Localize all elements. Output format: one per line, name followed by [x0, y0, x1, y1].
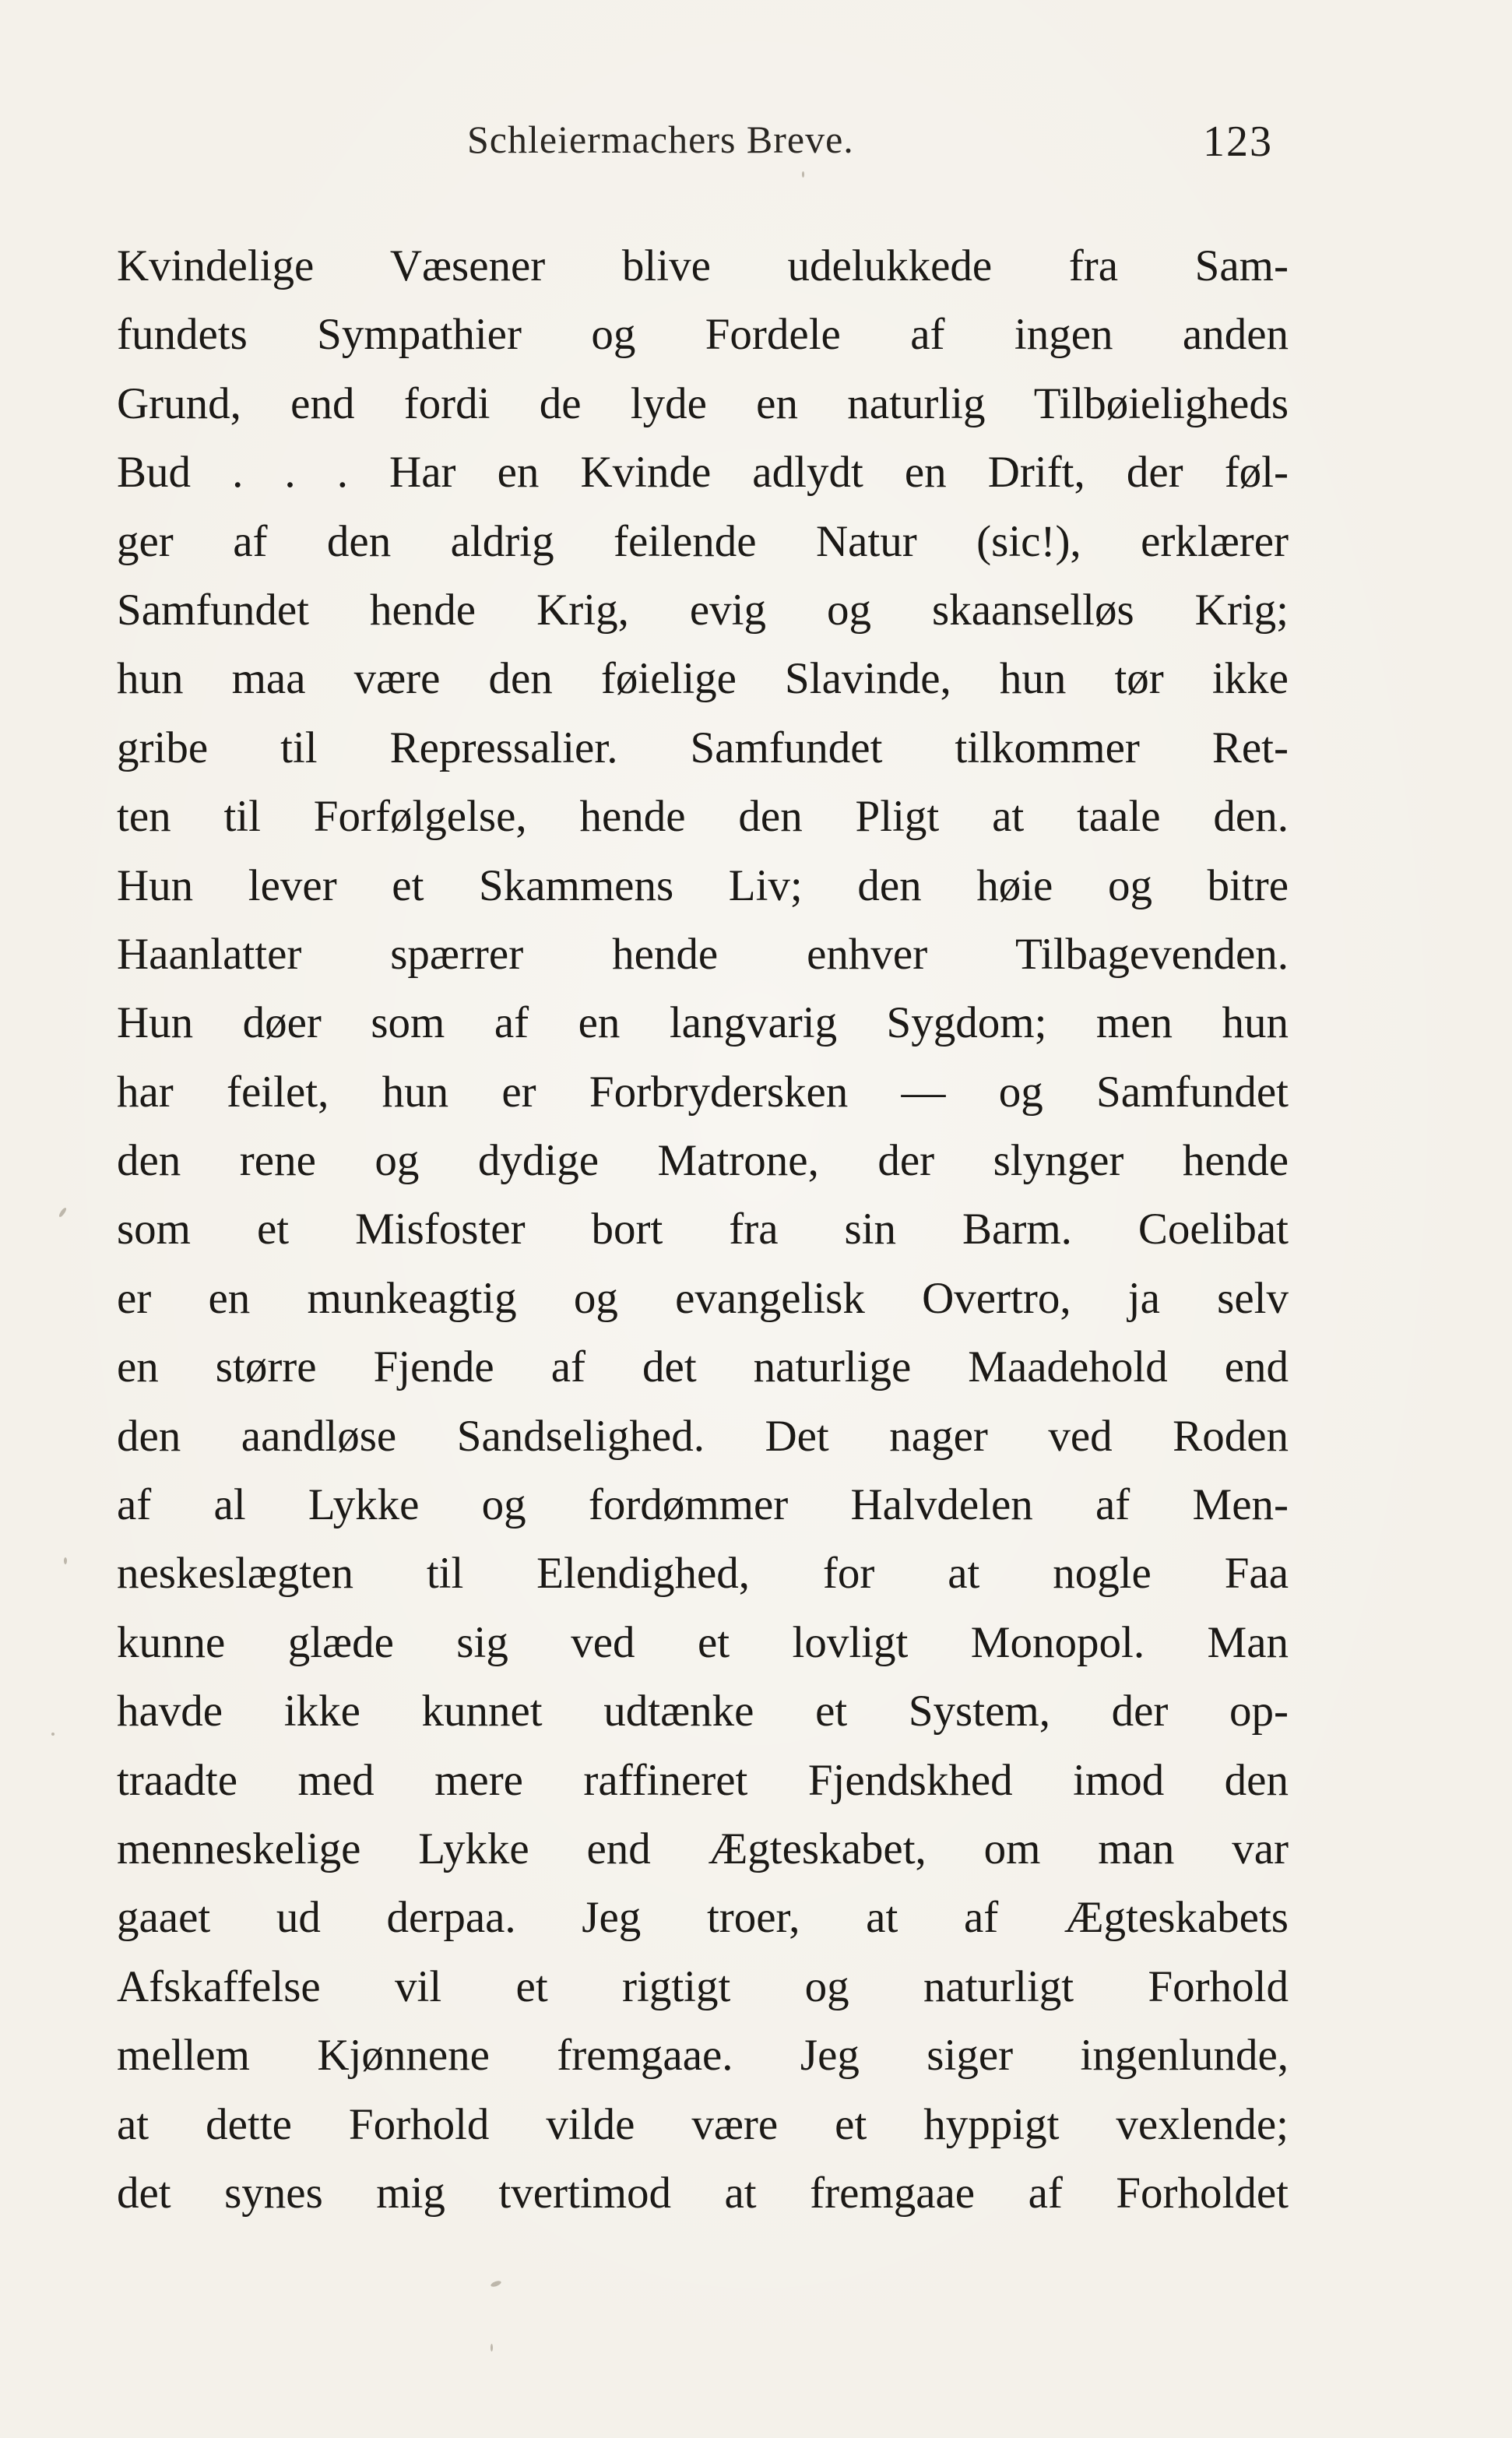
text-line: Grund, end fordi de lyde en naturlig Tilbøieligheds	[117, 378, 1289, 428]
text-line: den aandløse Sandselighed. Det nager ved Roden	[117, 1411, 1289, 1461]
text-line: Kvindelige Væsener blive udelukkede fra Sam-	[117, 241, 1289, 290]
paper-speck	[802, 171, 804, 178]
text-line: traadte med mere raffineret Fjendskhed imod den	[117, 1755, 1289, 1805]
text-line: har feilet, hun er Forbrydersken — og Samfundet	[117, 1067, 1289, 1117]
text-line: Hun lever et Skammens Liv; den høie og bitre	[117, 860, 1289, 910]
running-head	[0, 117, 1512, 179]
text-line: Hun døer som af en langvarig Sygdom; men hun	[117, 998, 1289, 1048]
text-line: mellem Kjønnene fremgaae. Jeg siger ingenlunde,	[117, 2031, 1289, 2081]
text-line: at dette Forhold vilde være et hyppigt vexlende;	[117, 2099, 1289, 2149]
text-line: Samfundet hende Krig, evig og skaanselløs Krig;	[117, 585, 1289, 635]
text-line: ten til Forfølgelse, hende den Pligt at taale den.	[117, 792, 1289, 842]
paper-speck	[64, 1557, 67, 1564]
text-line: Bud . . . Har en Kvinde adlydt en Drift, der føl-	[117, 448, 1289, 498]
paper-speck	[491, 2344, 493, 2352]
text-line: menneskelige Lykke end Ægteskabet, om man var	[117, 1824, 1289, 1873]
text-line: gribe til Repressalier. Samfundet tilkommer Ret-	[117, 723, 1289, 772]
paper-speck	[58, 1207, 67, 1218]
text-line: det synes mig tvertimod at fremgaae af Forholdet	[117, 2168, 1289, 2218]
text-line: af al Lykke og fordømmer Halvdelen af Men-	[117, 1480, 1289, 1530]
text-line: som et Misfoster bort fra sin Barm. Coelibat	[117, 1205, 1289, 1254]
paper-speck	[51, 1733, 55, 1736]
text-line: neskeslægten til Elendighed, for at nogle Faa	[117, 1549, 1289, 1599]
running-title: Schleiermachers Breve.	[467, 118, 854, 161]
text-line: en større Fjende af det naturlige Maadehold end	[117, 1342, 1289, 1392]
text-line: Haanlatter spærrer hende enhver Tilbagevenden.	[117, 929, 1289, 979]
text-line: er en munkeagtig og evangelisk Overtro, ja selv	[117, 1273, 1289, 1323]
text-line: den rene og dydige Matrone, der slynger hende	[117, 1136, 1289, 1186]
text-line: kunne glæde sig ved et lovligt Monopol. Man	[117, 1617, 1289, 1667]
body-text	[117, 232, 1289, 2228]
text-line: fundets Sympathier og Fordele af ingen anden	[117, 310, 1289, 360]
page-number: 123	[1203, 118, 1273, 166]
paper-speck	[490, 2280, 501, 2288]
text-line: havde ikke kunnet udtænke et System, der op-	[117, 1687, 1289, 1736]
text-line: ger af den aldrig feilende Natur (sic!), erklærer	[117, 516, 1289, 566]
text-line: Afskaffelse vil et rigtigt og naturligt Forhold	[117, 1961, 1289, 2011]
text-line: gaaet ud derpaa. Jeg troer, at af Ægteskabets	[117, 1893, 1289, 1943]
text-line: hun maa være den føielige Slavinde, hun tør ikke	[117, 654, 1289, 704]
